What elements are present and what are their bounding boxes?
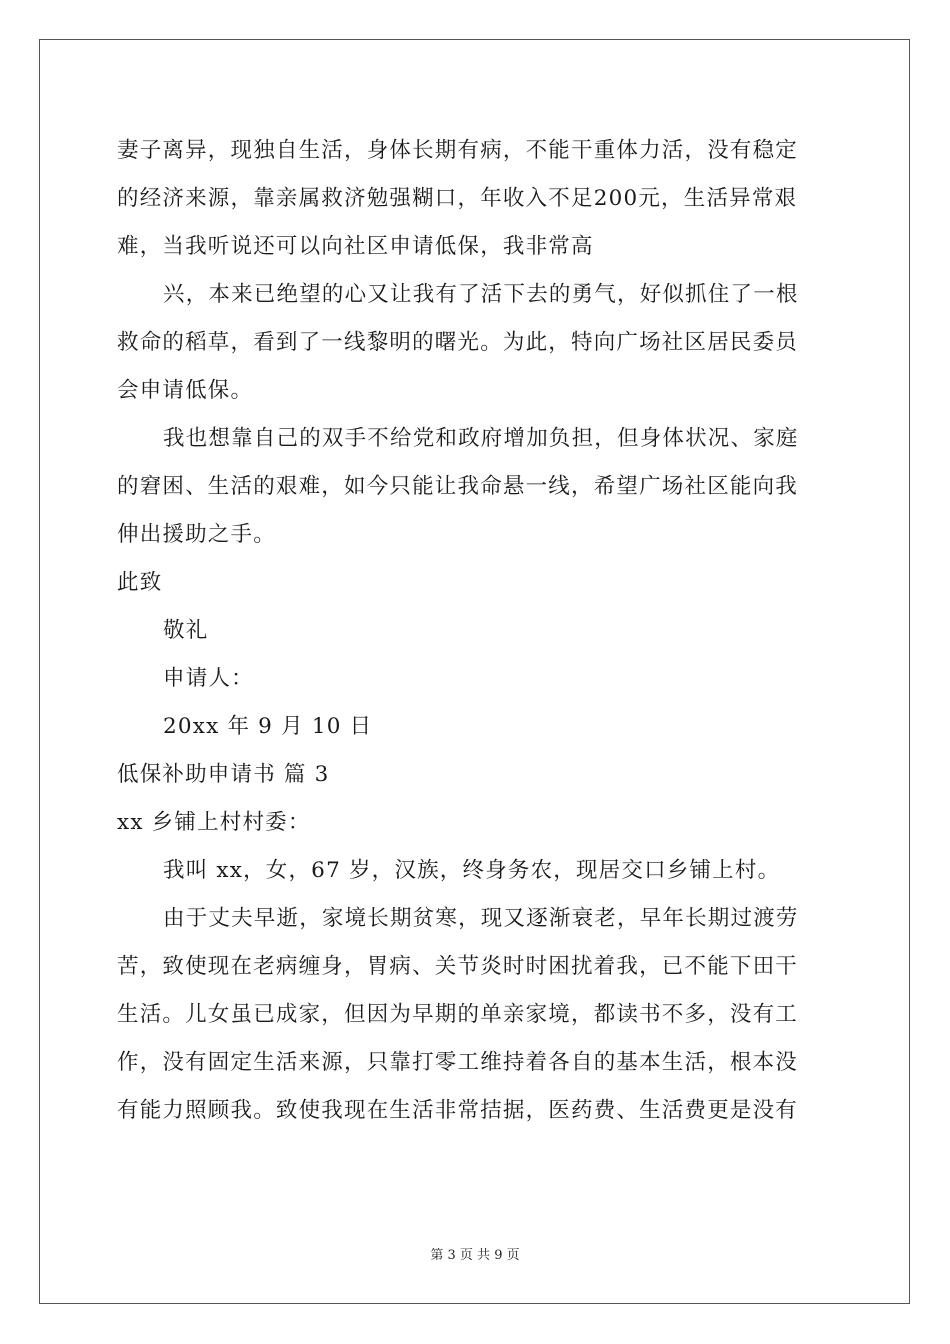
text-line: 生活。儿女虽已成家，但因为早期的单亲家境，都读书不多，没有工 (117, 1002, 799, 1027)
text-line: 会申请低保。 (117, 378, 254, 403)
text-line: 的经济来源，靠亲属救济勉强糊口，年收入不足200元，生活异常艰 (117, 186, 798, 211)
text-line: 救命的稻草，看到了一线黎明的曙光。为此，特向广场社区居民委员 (117, 330, 799, 355)
text-line: 由于丈夫早逝，家境长期贫寒，现又逐渐衰老，早年长期过渡劳 (163, 906, 799, 931)
date-line: 20xx 年 9 月 10 日 (163, 714, 373, 739)
applicant-label: 申请人： (163, 666, 254, 691)
section-title: 低保补助申请书 篇 3 (117, 762, 330, 787)
text-line: 我也想靠自己的双手不给党和政府增加负担，但身体状况、家庭 (163, 426, 799, 451)
text-line: 作，没有固定生活来源，只靠打零工维持着各自的基本生活，根本没 (117, 1050, 799, 1075)
text-line: 难，当我听说还可以向社区申请低保，我非常高 (117, 234, 594, 259)
text-line: 兴，本来已绝望的心又让我有了活下去的勇气，好似抓住了一根 (163, 282, 799, 307)
text-line: 有能力照顾我。致使我现在生活非常拮据，医药费、生活费更是没有 (117, 1098, 799, 1123)
text-line: 妻子离异，现独自生活，身体长期有病，不能干重体力活，没有稳定 (117, 138, 799, 163)
text-line: 的窘困、生活的艰难，如今只能让我命悬一线，希望广场社区能向我 (117, 474, 799, 499)
addressee: xx 乡铺上村村委： (117, 810, 311, 835)
text-line: 苦，致使现在老病缠身，胃病、关节炎时时困扰着我，已不能下田干 (117, 954, 799, 979)
document-body (117, 127, 837, 1135)
text-line: 我叫 xx，女，67 岁，汉族，终身务农，现居交口乡铺上村。 (163, 858, 781, 883)
text-line: 伸出援助之手。 (117, 522, 276, 547)
closing-regards: 敬礼 (163, 618, 209, 643)
closing-salutation: 此致 (117, 570, 163, 595)
page-footer: 第 3 页 共 9 页 (430, 1248, 520, 1263)
